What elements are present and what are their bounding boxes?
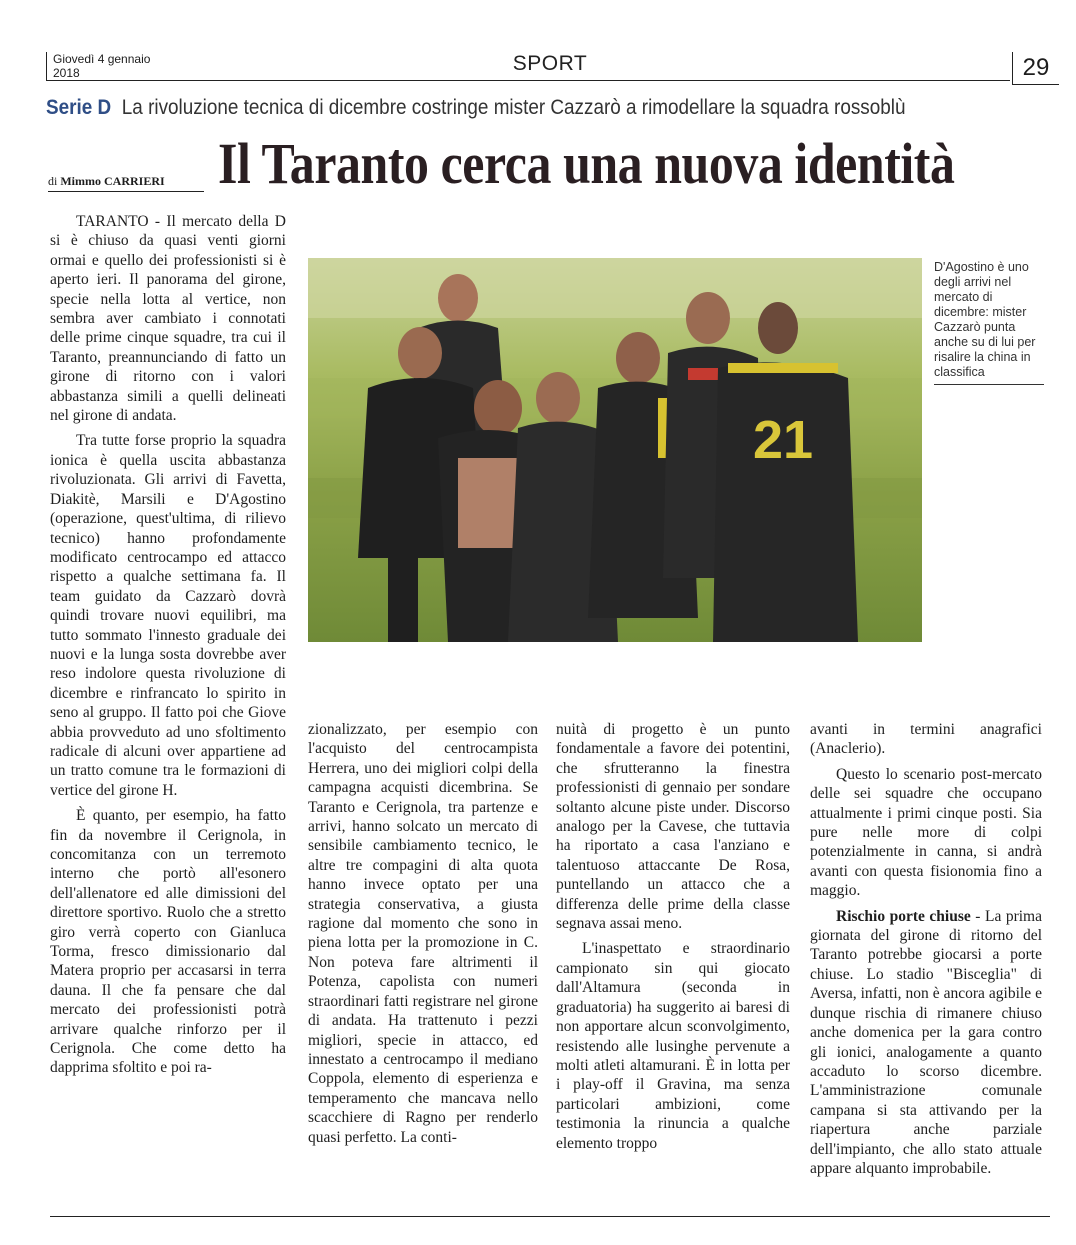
- article-column-2: [308, 720, 538, 1147]
- col3-paragraph-2: L'inaspettato e straordinario campionato sin qui giocato dall'Altamura (seconda in graduatoria) ha suggerito ai baresi di non apportare alcun sconvolgimento, resistendo alle lusinghe pervenute a molti atleti altamurani. È in lotta per i play-off il Gravina, ma senza particolari ambizioni, come testimonia la rinuncia a qualche elemento troppo: [556, 940, 790, 1152]
- header-rule: [180, 80, 1010, 81]
- article-column-1: [50, 212, 286, 1078]
- col1-paragraph-2: Tra tutte forse proprio la squadra ionica è quella uscita abbastanza rivoluzionata. Gli arrivi di Favetta, Diakitè, Marsili e D'Agostino (operazione, quest'ultima, di rilievo tecnico) hanno profondamente modificato centrocampo ed attacco rispetto a qualche settimana fa. Il team guidato da Cazzarò dovrà quindi trovare nuovi equilibri, ma tutto sommato l'innesto graduale dei nuovi e la lunga sosta dovrebbe aver reso indolore questa rivoluzione di dicembre e rinfrancato lo spirito in seno al gruppo. Il fatto poi che Giove abbia provveduto ad uno sfoltimento radicale di alcuni over appartiene ad un tratto comune tra le formazioni di vertice del girone H.: [50, 432, 286, 799]
- col4-paragraph-3-text: - La prima giornata del girone di ritorno del Taranto potrebbe giocarsi a porte chiuse. Lo stadio "Bisceglia" di Aversa, infatti, non è ancora agibile e dunque rischia di rimanere chiuso anche domenica per la gara contro gli ionici, analogamente a quanto accaduto lo scorso dicembre. L'amministrazione comunale campana si sta attivando per la riapertura anche parziale dell'impianto, che allo stato attuale appare alquanto improbabile.: [810, 907, 1042, 1177]
- col4-paragraph-3: [810, 907, 1042, 1179]
- byline-author: Mimmo CARRIERI: [60, 174, 165, 188]
- col1-paragraph-1: TARANTO - Il mercato della D si è chiuso da quasi venti giorni ormai e quello dei professionisti si è aperto ieri. Il panorama del girone, specie nella lotta al vertice, non sembra aver cambiato i connotati delle prime cinque squadre, tra cui il Taranto, preannunciando di fatto un girone di ritorno con i valori abbastanza simili a quelli delineati nel girone di andata.: [50, 213, 286, 425]
- col4-paragraph-1: avanti in termini anagrafici (Anaclerio).: [810, 721, 1042, 758]
- article-kicker: [46, 96, 964, 120]
- article-column-3: [556, 720, 790, 1153]
- col4-subhead: Rischio porte chiuse: [836, 907, 971, 925]
- section-title: SPORT: [512, 52, 588, 75]
- page-masthead: [0, 0, 1076, 90]
- issue-date-day: Giovedì 4 gennaio: [53, 52, 151, 66]
- photo-players-illustration: [308, 258, 922, 642]
- article-photo: [308, 258, 922, 642]
- issue-date: [46, 52, 183, 81]
- kicker-tag: Serie D: [46, 96, 112, 119]
- kicker-text: La rivoluzione tecnica di dicembre costringe mister Cazzarò a rimodellare la squadra rossoblù: [121, 96, 906, 119]
- col3-paragraph-1: nuità di progetto è un punto fondamentale a favore dei potentini, che sfrutteranno la finestra professionisti di gennaio per sondare soltanto alcune piste under. Discorso analogo per la Cavese, che tuttavia ha riportato a casa l'anziano e talentuoso attaccante De Rosa, puntellando un attacco che a differenza delle prime della classe segnava assai meno.: [556, 721, 790, 933]
- col4-paragraph-2: Questo lo scenario post-mercato delle sei squadre che occupano attualmente i primi cinque posti. Sia pure nelle more di colpi potenzialmente in canna, si andrà avanti con questa fisionomia fino a maggio.: [810, 765, 1042, 900]
- article-headline: Il Taranto cerca una nuova identità: [218, 131, 955, 196]
- byline-prefix: di: [48, 174, 58, 188]
- page-number: 29: [1012, 52, 1059, 85]
- col2-paragraph-1: zionalizzato, per esempio con l'acquisto del centrocampista Herrera, uno dei migliori colpi della campagna acquisti dicembrina. Se Taranto e Cerignola, tra partenze e arrivi, hanno solcato un mercato di sensibile cambiamento tecnico, le altre tre compagini di alta quota hanno invece optato per una strategia conservativa, a giusta ragione dal momento che sono in piena lotta per la promozione in C. Non poteva fare altrimenti il Potenza, capolista con numeri straordinari fatti registrare nel girone di andata. Ha trattenuto i pezzi migliori, specie in attacco, ed innestato a centrocampo il mediano Coppola, elemento di esperienza e temperamento che mancava nello scacchiere di Ragno per renderlo quasi perfetto. La conti-: [308, 721, 538, 1146]
- byline: [48, 174, 204, 192]
- footer-rule: [50, 1216, 1050, 1217]
- photo-caption: D'Agostino è uno degli arrivi nel mercato di dicembre: mister Cazzarò punta anche su di lui per risalire la china in classifica: [934, 260, 1044, 385]
- article-column-4: [810, 720, 1042, 1178]
- issue-date-year: 2018: [53, 66, 80, 80]
- col1-paragraph-3: È quanto, per esempio, ha fatto fin da novembre il Cerignola, in concomitanza con un terremoto interno che portò all'esonero dell'allenatore ed alle dimissioni del direttore sportivo. Ruolo che a stretto giro verrà coperto con Gianluca Torma, fresco dimissionario dal Matera proprio per accasarsi in terra dauna. Il che fa pensare che dal mercato dei professionisti potrà arrivare qualche rinforzo per il Cerignola. Che come detto ha dapprima sfoltito e poi ra-: [50, 807, 286, 1077]
- photo-jersey-number: 21: [752, 410, 814, 470]
